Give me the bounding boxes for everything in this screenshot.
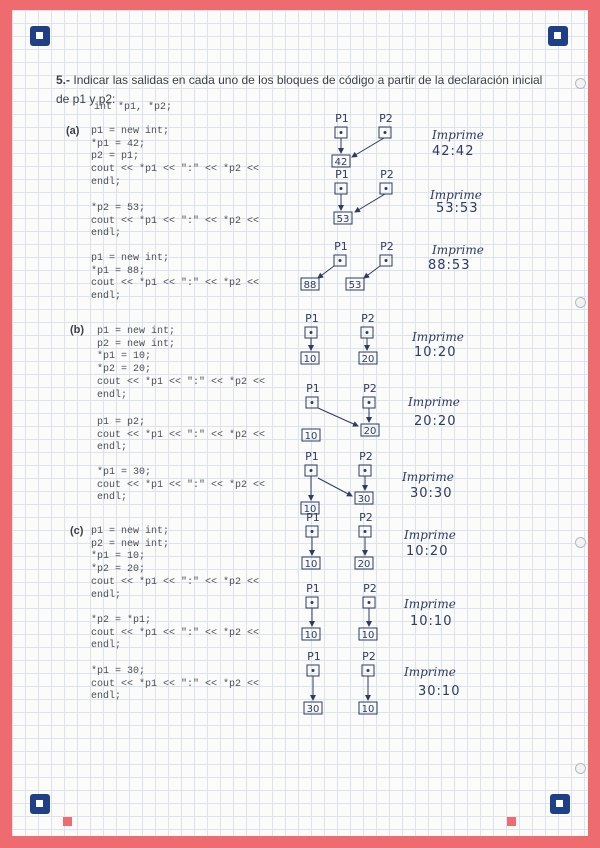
output-value: 20:20: [414, 414, 457, 429]
value-box-value: 10: [303, 354, 317, 365]
output-value: 30:10: [418, 684, 461, 699]
code-block: *p1 = 30; cout << *p1 << ":" << *p2 << endl;: [91, 666, 260, 703]
section-label: (c): [70, 525, 84, 537]
p2-pointer-dot: [364, 531, 366, 533]
output-value: 10:20: [414, 345, 457, 360]
code-block: p1 = p2; cout << *p1 << ":" << *p2 << endl;: [97, 417, 266, 454]
p2-pointer-dot: [368, 602, 370, 604]
value-box-value: 10: [304, 630, 318, 641]
p1-pointer-dot: [339, 260, 341, 262]
p2-pointer-dot: [385, 260, 387, 262]
p1-pointer-label: P1: [305, 312, 319, 325]
value-box-value: 10: [304, 431, 318, 442]
p2-pointer-label: P2: [363, 382, 377, 395]
code-block: p1 = new int; *p1 = 42; p2 = p1; cout << *p1 << ":" << *p2 << endl;: [91, 126, 260, 188]
p1-pointer-label: P1: [307, 650, 321, 663]
pointer-arrow: [355, 194, 385, 212]
declaration-code: int *p1, *p2;: [94, 102, 173, 113]
p2-pointer-label: P2: [363, 582, 377, 595]
code-block: *p2 = 53; cout << *p1 << ":" << *p2 << endl;: [91, 203, 260, 240]
output-note: Imprime: [404, 597, 456, 611]
pointer-arrow: [318, 266, 334, 278]
p1-pointer-dot: [311, 531, 313, 533]
p2-pointer-dot: [366, 332, 368, 334]
pointer-arrow: [352, 138, 384, 157]
value-box-value: 10: [361, 630, 375, 641]
p1-pointer-dot: [340, 188, 342, 190]
section-label: (a): [66, 125, 80, 137]
p1-pointer-dot: [311, 402, 313, 404]
output-value: 53:53: [436, 201, 479, 216]
p2-pointer-label: P2: [359, 450, 373, 463]
p2-pointer-dot: [384, 132, 386, 134]
value-box-value: 10: [361, 704, 375, 715]
value-box-value: 53: [336, 214, 350, 225]
code-block: p1 = new int; *p1 = 88; cout << *p1 << ":" << *p2 << endl;: [91, 253, 260, 303]
section-label: (b): [70, 324, 85, 336]
pointer-arrow: [318, 478, 352, 496]
pointer-arrow: [318, 408, 358, 426]
p1-pointer-dot: [312, 670, 314, 672]
p2-pointer-label: P2: [359, 511, 373, 524]
pointer-arrow: [364, 266, 380, 278]
p1-pointer-dot: [340, 132, 342, 134]
p1-pointer-label: P1: [306, 582, 320, 595]
output-note: Imprime: [402, 470, 454, 484]
p2-pointer-label: P2: [362, 650, 376, 663]
p1-pointer-label: P1: [305, 450, 319, 463]
value-box-value: 10: [303, 504, 317, 515]
code-block: *p1 = 30; cout << *p1 << ":" << *p2 << endl;: [97, 467, 266, 504]
exercise-text: Indicar las salidas en cada uno de los bloques de código a partir de la declaración inicial de p1 y p2:: [56, 73, 543, 106]
p1-pointer-label: P1: [335, 168, 349, 181]
p2-pointer-dot: [385, 188, 387, 190]
output-value: 10:20: [406, 544, 449, 559]
output-note: Imprime: [404, 665, 456, 679]
value-box-value: 42: [334, 157, 348, 168]
output-note: Imprime: [412, 330, 464, 344]
output-note: Imprime: [432, 243, 484, 257]
code-block: *p2 = *p1; cout << *p1 << ":" << *p2 << endl;: [91, 615, 260, 652]
p2-pointer-label: P2: [380, 168, 394, 181]
value-box-value: 30: [306, 704, 320, 715]
code-block: p1 = new int; p2 = new int; *p1 = 10; *p2 = 20; cout << *p1 << ":" << *p2 << endl;: [97, 326, 266, 401]
value-box-value: 88: [303, 280, 317, 291]
value-box-value: 20: [363, 426, 377, 437]
p1-pointer-dot: [310, 332, 312, 334]
exercise-number: 5.-: [56, 73, 71, 87]
output-note: Imprime: [404, 528, 456, 542]
p2-pointer-dot: [368, 402, 370, 404]
value-box-value: 53: [348, 280, 362, 291]
p2-pointer-label: P2: [379, 112, 393, 125]
p1-pointer-label: P1: [335, 112, 349, 125]
p1-pointer-dot: [311, 602, 313, 604]
value-box-value: 10: [304, 559, 318, 570]
p2-pointer-label: P2: [361, 312, 375, 325]
output-value: 88:53: [428, 258, 471, 273]
output-value: 10:10: [410, 614, 453, 629]
value-box-value: 20: [357, 559, 371, 570]
p1-pointer-dot: [310, 470, 312, 472]
output-note: Imprime: [408, 395, 460, 409]
output-value: 30:30: [410, 486, 453, 501]
p2-pointer-dot: [364, 470, 366, 472]
code-block: p1 = new int; p2 = new int; *p1 = 10; *p2 = 20; cout << *p1 << ":" << *p2 << endl;: [91, 526, 260, 601]
output-note: Imprime: [430, 188, 482, 202]
value-box-value: 20: [361, 354, 375, 365]
p1-pointer-label: P1: [306, 511, 320, 524]
value-box-value: 30: [357, 494, 371, 505]
output-value: 42:42: [432, 144, 475, 159]
output-note: Imprime: [432, 128, 484, 142]
p2-pointer-dot: [367, 670, 369, 672]
p1-pointer-label: P1: [306, 382, 320, 395]
p1-pointer-label: P1: [334, 240, 348, 253]
p2-pointer-label: P2: [380, 240, 394, 253]
